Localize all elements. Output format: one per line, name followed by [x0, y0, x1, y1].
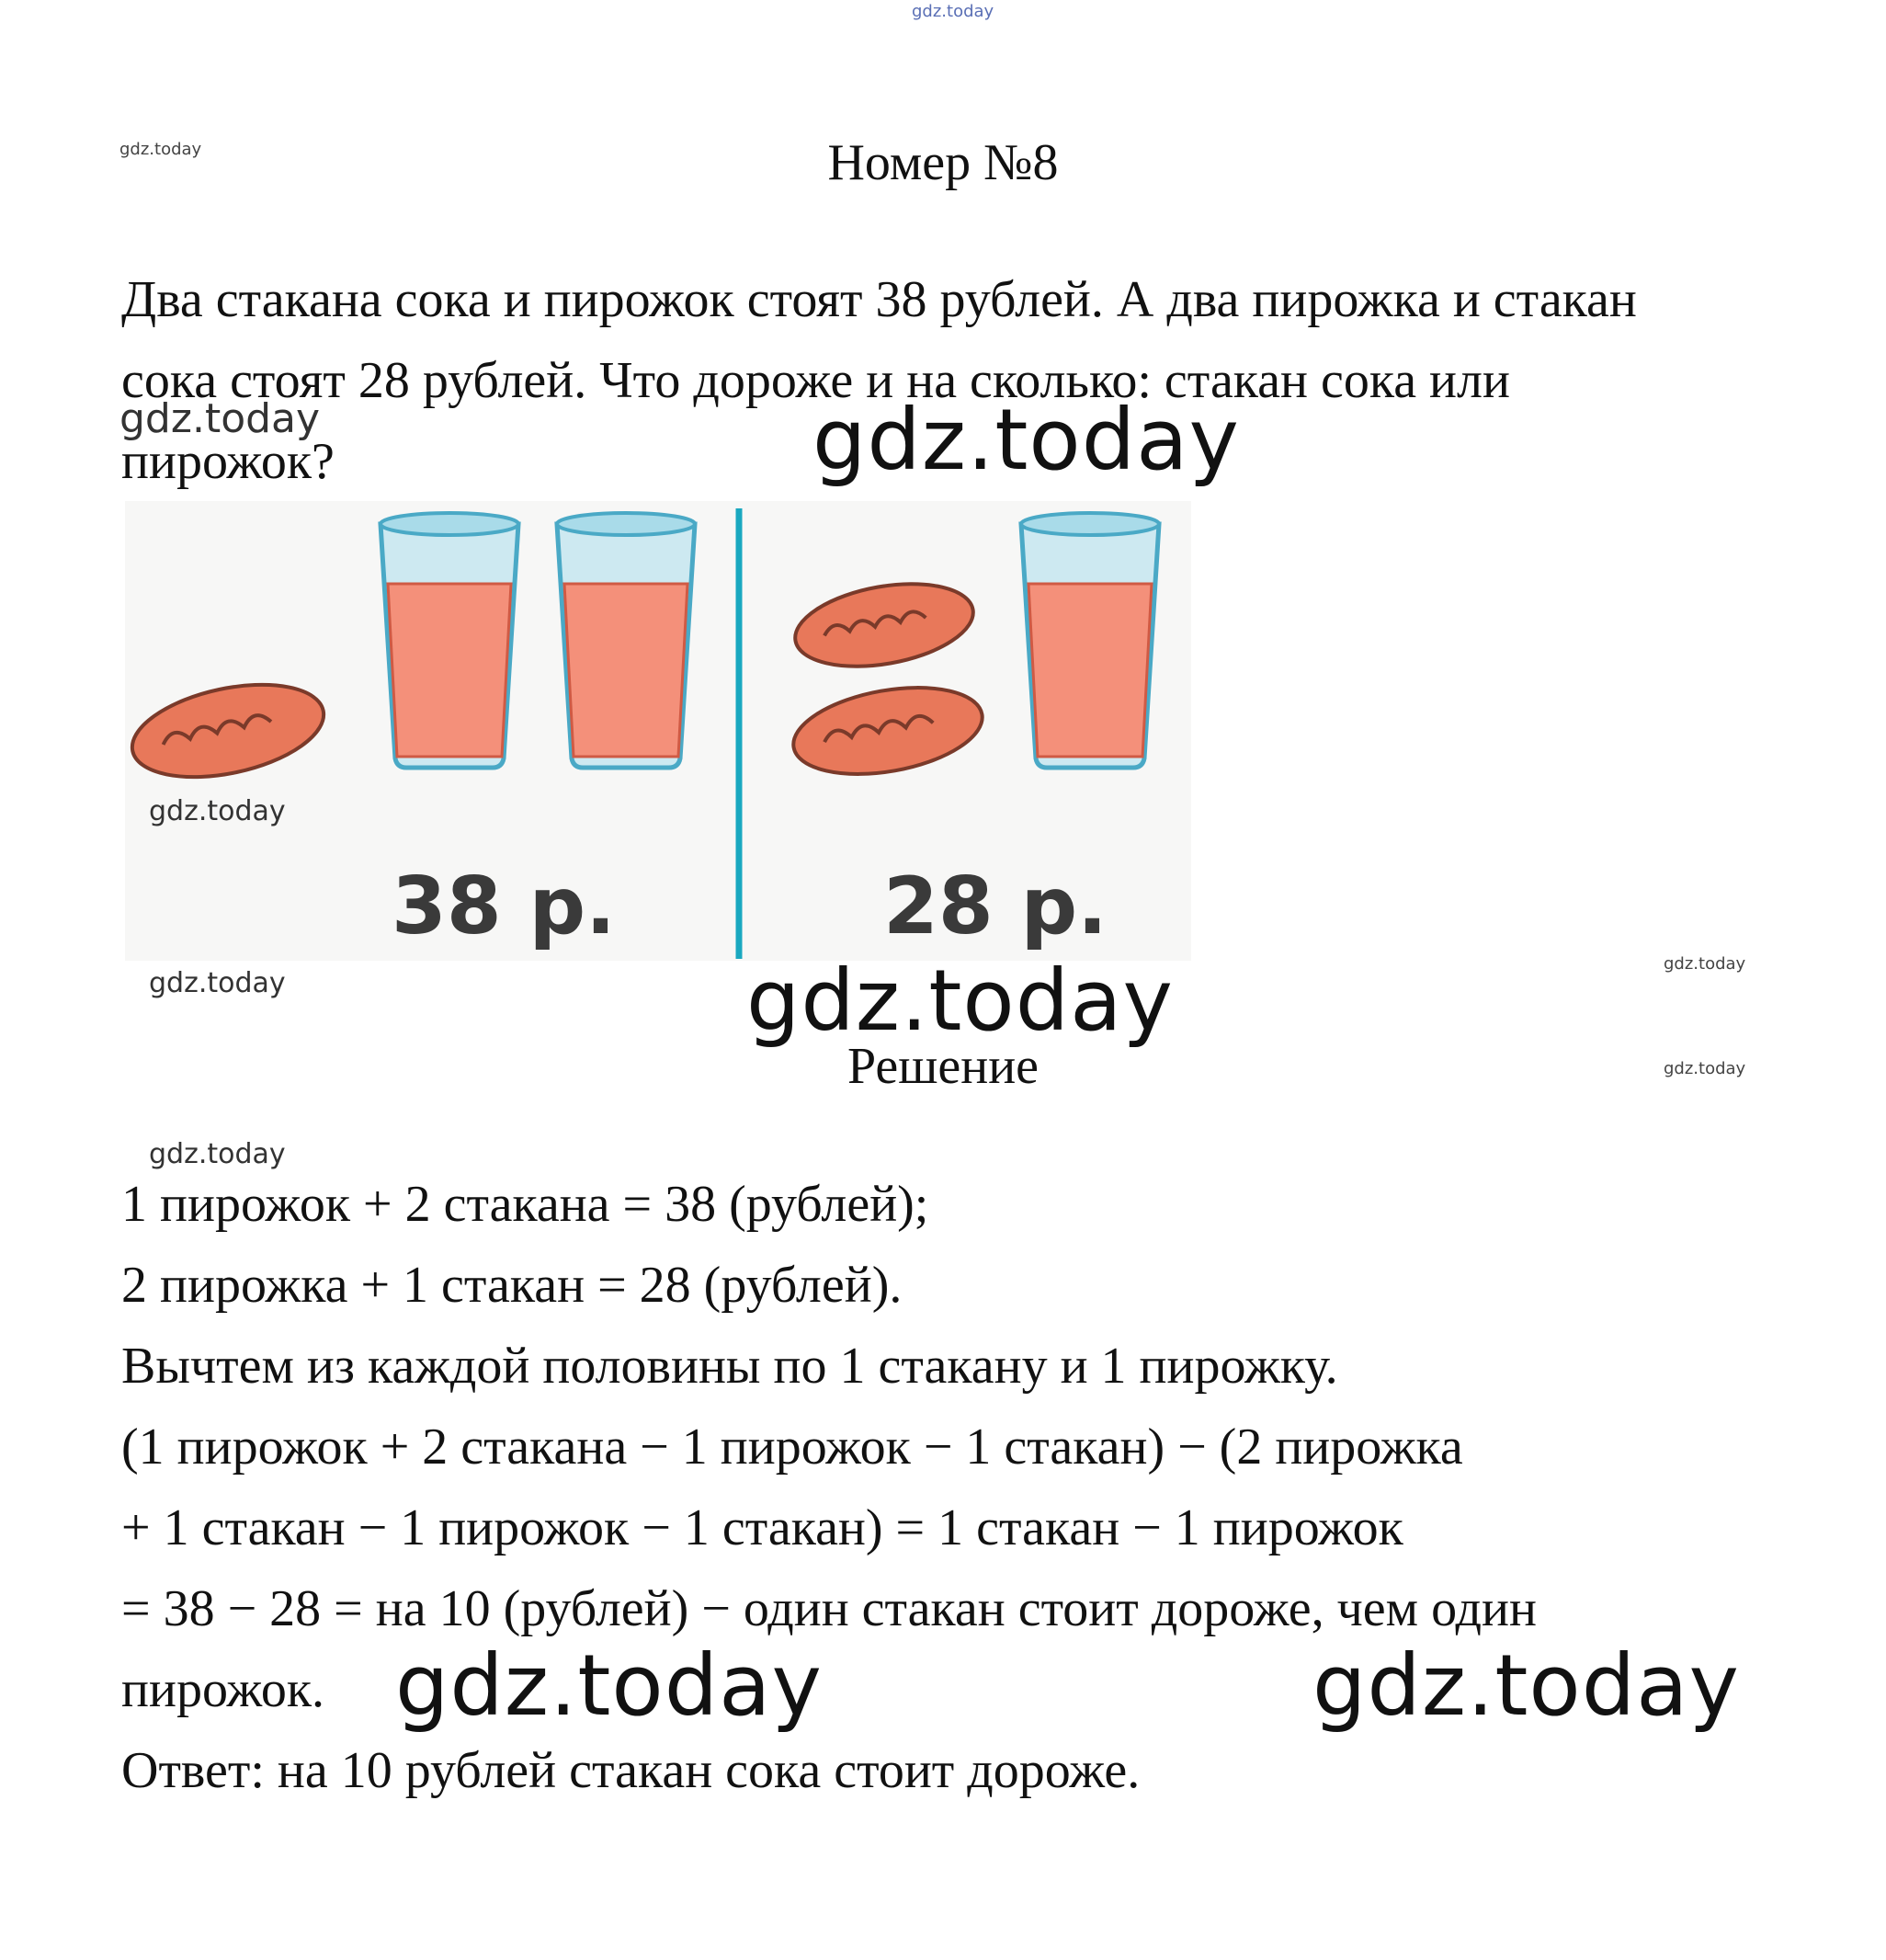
watermark-large: gdz.today [1312, 1636, 1740, 1735]
watermark-small: gdz.today [1664, 1059, 1746, 1078]
solution-line: (1 пирожок + 2 стакана − 1 пирожок − 1 стакан) − (2 пирожка [121, 1419, 1463, 1476]
problem-line: пирожок? [121, 433, 335, 490]
watermark-medium: gdz.today [149, 795, 286, 827]
juice-glass-icon [381, 513, 518, 768]
answer-line: Ответ: на 10 рублей стакан сока стоит дороже. [121, 1742, 1141, 1799]
solution-line: Вычтем из каждой половины по 1 стакану и 1 пирожку. [121, 1338, 1338, 1395]
solution-line: пирожок. [121, 1661, 325, 1718]
solution-line: 2 пирожка + 1 стакан = 28 (рублей). [121, 1257, 903, 1314]
watermark-small: gdz.today [119, 140, 202, 159]
watermark-large: gdz.today [812, 391, 1240, 489]
solution-line: = 38 − 28 = на 10 (рублей) − один стакан стоит дороже, чем один [121, 1580, 1537, 1637]
watermark-medium: gdz.today [149, 967, 286, 999]
watermark-large: gdz.today [395, 1636, 823, 1735]
problem-line: сока стоят 28 рублей. Что дороже и на сколько: стакан сока или [121, 352, 1510, 409]
solution-title: Решение [846, 1038, 1040, 1095]
watermark-small: gdz.today [1664, 954, 1746, 974]
problem-line: Два стакана сока и пирожок стоят 38 рублей. А два пирожка и стакан [121, 271, 1637, 328]
juice-glass-icon [1021, 513, 1159, 768]
solution-line: + 1 стакан − 1 пирожок − 1 стакан) = 1 стакан − 1 пирожок [121, 1499, 1403, 1556]
solution-line: 1 пирожок + 2 стакана = 38 (рублей); [121, 1176, 929, 1233]
right-price: 28 р. [883, 860, 1108, 952]
watermark-top: gdz.today [912, 2, 994, 21]
watermark-medium: gdz.today [149, 1138, 286, 1170]
watermark-medium: gdz.today [119, 395, 321, 442]
left-price: 38 р. [392, 860, 616, 952]
page-title: Номер №8 [827, 134, 1059, 191]
watermark-large: gdz.today [746, 952, 1174, 1050]
juice-glass-icon [557, 513, 695, 768]
pies-and-juice-illustration [125, 501, 1191, 961]
